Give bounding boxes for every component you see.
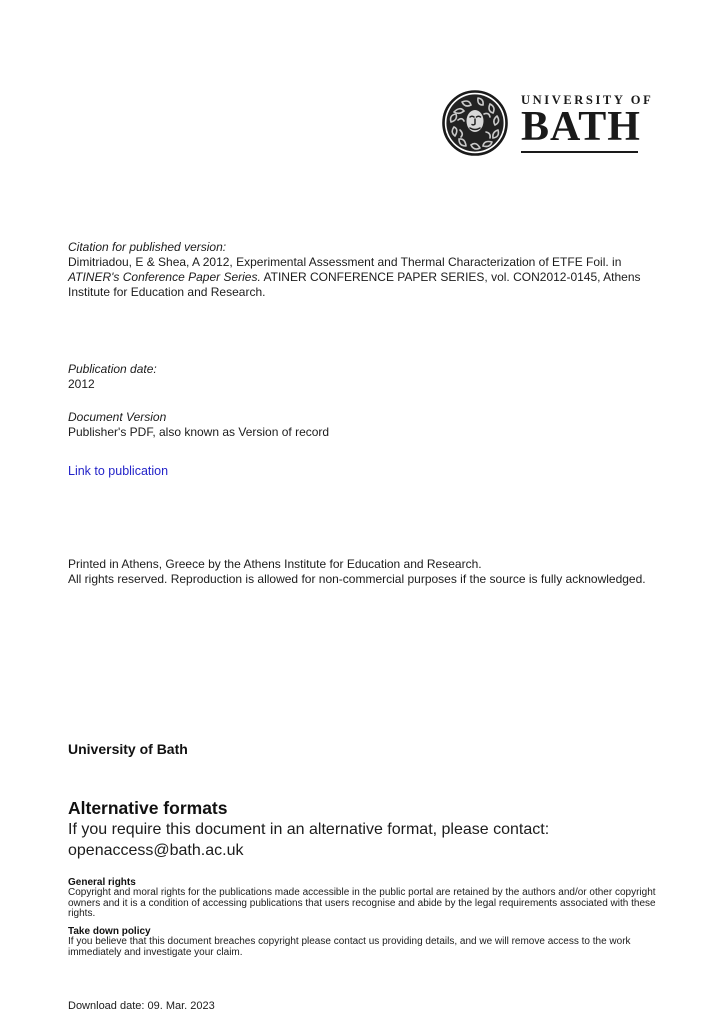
- alternative-formats-heading: Alternative formats: [68, 798, 228, 818]
- take-down-policy-section: [68, 926, 664, 958]
- document-version-value: Publisher's PDF, also known as Version of record: [68, 425, 330, 439]
- university-of-bath-logo: [442, 90, 653, 156]
- alternative-formats-line1: If you require this document in an alternative format, please contact:: [68, 821, 550, 838]
- alternative-formats-section: [68, 798, 664, 861]
- take-down-policy-heading: Take down policy: [68, 926, 151, 937]
- citation-section: [68, 240, 664, 300]
- citation-label: Citation for published version:: [68, 240, 227, 254]
- link-to-publication[interactable]: Link to publication: [68, 464, 169, 478]
- logo-wordmark-main: BATH: [521, 104, 641, 150]
- document-version-label: Document Version: [68, 410, 167, 424]
- logo-wordmark: [521, 93, 653, 153]
- publication-date-section: [68, 362, 664, 392]
- document-version-section: [68, 410, 664, 440]
- citation-series-title: ATINER's Conference Paper Series.: [68, 270, 261, 284]
- publication-date-value: 2012: [68, 377, 95, 391]
- take-down-policy-body: If you believe that this document breaches copyright please contact us providing details, and we will remove access to the work immediately and investigate your claim.: [68, 936, 631, 958]
- general-rights-section: [68, 877, 664, 920]
- general-rights-body: Copyright and moral rights for the publications made accessible in the public portal are retained by the authors and/or other copyright owners and it is a condition of accessing publications that users recognise and abide by the legal requirements associated with these rights.: [68, 887, 656, 919]
- link-to-publication-section: [68, 462, 664, 480]
- citation-text-part1: Dimitriadou, E & Shea, A 2012, Experimental Assessment and Thermal Characterization of ETFE Foil. in: [68, 255, 622, 269]
- logo-underline: [521, 151, 638, 153]
- university-heading-section: [68, 741, 664, 757]
- citation-text: [68, 255, 664, 300]
- publication-date-label: Publication date:: [68, 362, 157, 376]
- general-rights-heading: General rights: [68, 877, 136, 888]
- citation-text-part2: ATINER CONFERENCE PAPER SERIES, vol. CON2012-0145, Athens Institute for Education and Research.: [68, 270, 641, 299]
- printed-line2: All rights reserved. Reproduction is allowed for non-commercial purposes if the source is fully acknowledged.: [68, 572, 646, 586]
- printed-line1: Printed in Athens, Greece by the Athens Institute for Education and Research.: [68, 557, 482, 571]
- printed-note-section: [68, 557, 664, 587]
- download-date: Download date: 09. Mar. 2023: [68, 1000, 215, 1012]
- alternative-formats-email: openaccess@bath.ac.uk: [68, 842, 244, 859]
- logo-wordmark-top: UNIVERSITY OF: [521, 93, 654, 107]
- university-heading: University of Bath: [68, 741, 188, 757]
- bath-sun-face-seal-icon: [442, 90, 508, 156]
